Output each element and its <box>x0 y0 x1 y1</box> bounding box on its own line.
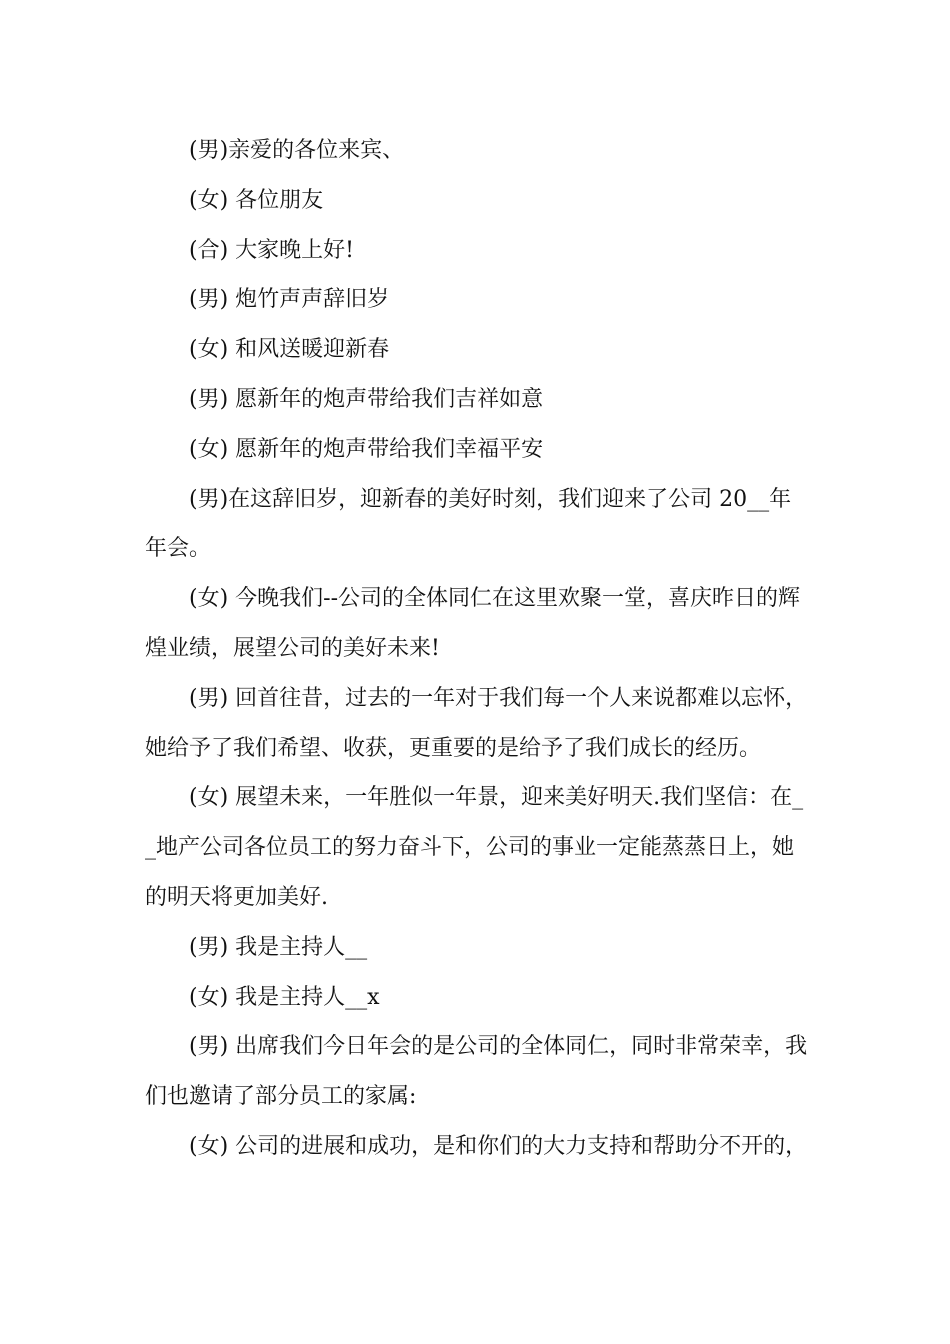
paragraph-13: (女) 我是主持人__x <box>189 984 380 1010</box>
paragraph-10: (男) 回首往昔，过去的一年对于我们每一个人来说都难以忘怀，她给予了我们希望、收获，更重要的是给予了我们成长的经历。 <box>145 685 808 761</box>
paragraph-12: (男) 我是主持人__ <box>189 934 368 960</box>
paragraph-1: (男)亲爱的各位来宾、 <box>189 138 405 163</box>
document-body <box>145 126 813 1172</box>
paragraph-6: (男) 愿新年的炮声带给我们吉祥如意 <box>189 386 544 412</box>
paragraph-14: (男) 出席我们今日年会的是公司的全体同仁，同时非常荣幸，我们也邀请了部分员工的家属: <box>145 1034 808 1110</box>
paragraph-2: (女) 各位朋友 <box>189 187 324 213</box>
paragraph-11: (女) 展望未来，一年胜似一年景，迎来美好明天.我们坚信：在__地产公司各位员工的努力奋斗下，公司的事业一定能蒸蒸日上，她的明天将更加美好. <box>145 785 804 910</box>
paragraph-4: (男) 炮竹声声辞旧岁 <box>189 287 390 313</box>
paragraph-9: (女) 今晚我们--公司的全体同仁在这里欢聚一堂，喜庆昨日的辉煌业绩，展望公司的美好未来! <box>145 586 801 661</box>
paragraph-5: (女) 和风送暖迎新春 <box>189 337 390 363</box>
paragraph-7: (女) 愿新年的炮声带给我们幸福平安 <box>189 436 544 462</box>
paragraph-3: (合) 大家晚上好! <box>189 237 355 263</box>
paragraph-8: (男)在这辞旧岁，迎新春的美好时刻，我们迎来了公司 20__年年会。 <box>145 486 792 562</box>
paragraph-15: (女) 公司的进展和成功，是和你们的大力支持和帮助分不开的， <box>189 1133 808 1159</box>
